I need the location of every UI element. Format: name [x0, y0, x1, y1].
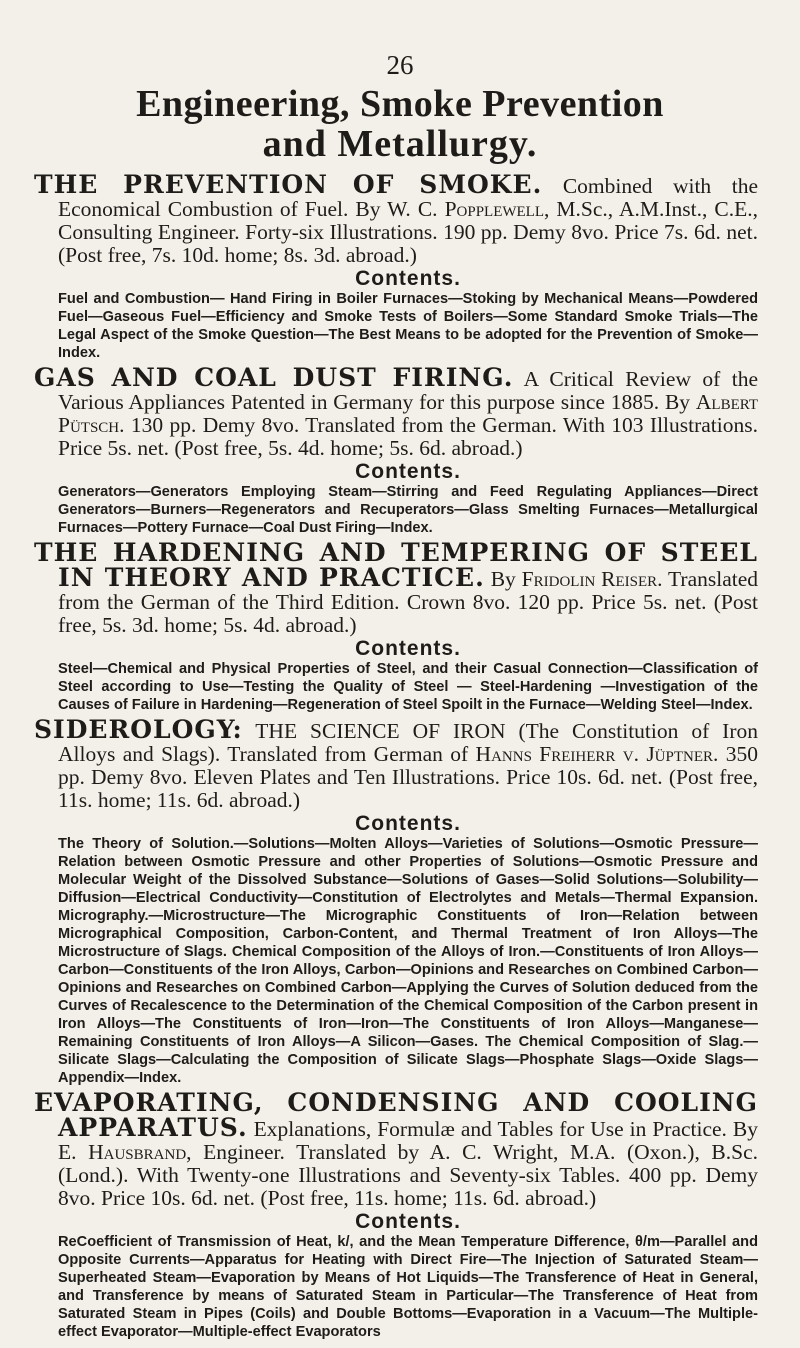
contents-text: The Theory of Solution.—Solutions—Molten Alloys—Varieties of Solutions—Osmotic Pressure—Relation between Osmotic Pressure and other Properties of Solutions—Osmotic Pressure and Molecular Weight of the Dissolved Substance—Solutions of Gases—Solid Solutions—Solubility—Diffusion—Electrical Conductivity—Constitution of Electrolytes and Metals—Thermal Expansion. Micrography.—Microstructure—The Micrographic Constituents of Iron—Relation between Micrographical Composition, Carbon-Content, and Thermal Treatment of Iron Alloys—The Microstructure of Slags. Chemical Composition of the Alloys of Iron.—Constituents of Iron Alloys—Carbon—Constituents of the Iron Alloys, Carbon—Opinions and Researches on Combined Carbon—Opinions and Researches on Combined Carbon—Applying the Curves of Solution deduced from the Curves of Recalescence to the Determination of the Chemical Composition of the Carbon present in Iron Alloys—The Constituents of Iron—Iron—The Constituents of Iron Alloys—Manganese—Remaining Constituents of Iron Alloys—A Silicon—Gases. The Chemical Composition of Slag.—Silicate Slags—Calculating the Composition of Silicate Slags—Phosphate Slags—Oxide Slags—Appendix—Index. [58, 836, 758, 1086]
book-title: GAS AND COAL DUST FIRING. [34, 363, 514, 392]
author-name: Popplewell, [444, 197, 550, 221]
book-title: EVAPORATING, CONDENSING AND COOLING APPARATUS. [34, 1088, 758, 1142]
description-text: THE SCIENCE OF IRON (The Constitution of Iron Alloys and Slags). Translated from German of [58, 719, 758, 766]
section-heading [0, 84, 800, 164]
contents-label: Contents. [355, 1210, 461, 1233]
contents-text: ReCoefficient of Transmission of Heat, k/, and the Mean Temperature Difference, θ/m—Parallel and Opposite Currents—Apparatus for Heating with Direct Fire—The Injection of Saturated Steam—Superheated Steam—Evaporation by Means of Hot Liquids—The Transference of Heat in General, and Transference by means of Saturated Steam in Particular—The Transference of Heat from Saturated Steam in Pipes (Coils) and Double Bottoms—Evaporation in a Vacuum—The Multiple-effect Evaporator—Multiple-effect Evaporators [58, 1234, 758, 1340]
book-entry-hardening-tempering-steel [34, 538, 759, 714]
description-text: By [484, 567, 522, 591]
description-text: Translated from the German of the Third Edition. Crown 8vo. 120 pp. Price 5s. net. (Post free, 5s. 3d. home; 5s. 4d. abroad.) [58, 567, 759, 637]
description-text: A Critical Review of the Various Appliances Patented in Germany for this purpose since 1885. By [58, 367, 758, 414]
description-text: 130 pp. Demy 8vo. Translated from the German. With 103 Illustrations. Price 5s. net. (Post free, 5s. 4d. home; 5s. 6d. abroad.) [58, 413, 758, 460]
contents-text: Steel—Chemical and Physical Properties of Steel, and their Casual Connection—Classification of Steel according to Use—Testing the Quality of Steel — Steel-Hardening —Investigation of the Causes of Failure in Hardening—Regeneration of Steel Spoilt in the Furnace—Welding Steel—Index. [58, 661, 758, 713]
book-description [34, 1088, 758, 1210]
book-title: THE PREVENTION OF SMOKE. [34, 170, 543, 199]
description-text: 350 pp. Demy 8vo. Eleven Plates and Ten Illustrations. Price 10s. 6d. net. (Post free, 11s. home; 11s. 6d. abroad.) [58, 742, 759, 812]
book-entry-evaporating-condensing-cooling [34, 1088, 758, 1341]
author-name: Fridolin Reiser. [521, 567, 663, 591]
contents-label: Contents. [355, 637, 461, 660]
book-entry-siderology [34, 715, 759, 1087]
description-text: M.Sc., A.M.Inst., C.E., Consulting Engineer. Forty-six Illustrations. 190 pp. Demy 8vo. Price 7s. 6d. net. (Post free, 7s. 10d. home; 8s. 3d. abroad.) [58, 197, 758, 267]
book-entry-prevention-of-smoke [34, 170, 758, 362]
page-number: 26 [386, 50, 414, 80]
heading-line-1: Engineering, Smoke Prevention [136, 83, 664, 125]
book-description [34, 538, 759, 637]
contents-label: Contents. [355, 267, 461, 290]
contents-text: Fuel and Combustion— Hand Firing in Boiler Furnaces—Stoking by Mechanical Means—Powdered Fuel—Gaseous Fuel—Efficiency and Smoke Tests of Boilers—Some Standard Smoke Trials—The Legal Aspect of the Smoke Question—The Best Means to be adopted for the Prevention of Smoke—Index. [58, 291, 758, 361]
description-text: Combined with the Economical Combustion of Fuel. By W. C. [58, 174, 758, 221]
author-name: Albert Pütsch. [58, 390, 758, 437]
contents-label: Contents. [355, 812, 461, 835]
book-description [34, 715, 759, 812]
book-description [34, 363, 758, 460]
description-text: Explanations, Formulæ and Tables for Use in Practice. By E. [58, 1117, 758, 1164]
book-title: THE HARDENING AND TEMPERING OF STEEL IN THEORY AND PRACTICE. [34, 538, 758, 592]
heading-line-2: and Metallurgy. [262, 123, 538, 165]
contents-text: Generators—Generators Employing Steam—Stirring and Feed Regulating Appliances—Direct Generators—Burners—Regenerators and Recuperators—Glass Smelting Furnaces—Metallurgical Furnaces—Pottery Furnace—Coal Dust Firing—Index. [58, 484, 758, 536]
catalogue-body [34, 170, 759, 1341]
book-title: SIDEROLOGY: [34, 715, 243, 744]
author-name: Hausbrand, [88, 1140, 192, 1164]
description-text: Engineer. Translated by A. C. Wright, M.A. (Oxon.), B.Sc. (Lond.). With Twenty-one Illustrations and Seventy-six Tables. 400 pp. Demy 8vo. Price 10s. 6d. net. (Post free, 11s. home; 11s. 6d. abroad.) [58, 1140, 758, 1210]
contents-label: Contents. [355, 460, 461, 483]
book-entry-gas-coal-dust-firing [34, 363, 758, 537]
author-name: Hanns Freiherr v. Jüptner. [475, 742, 719, 766]
book-description [34, 170, 758, 267]
